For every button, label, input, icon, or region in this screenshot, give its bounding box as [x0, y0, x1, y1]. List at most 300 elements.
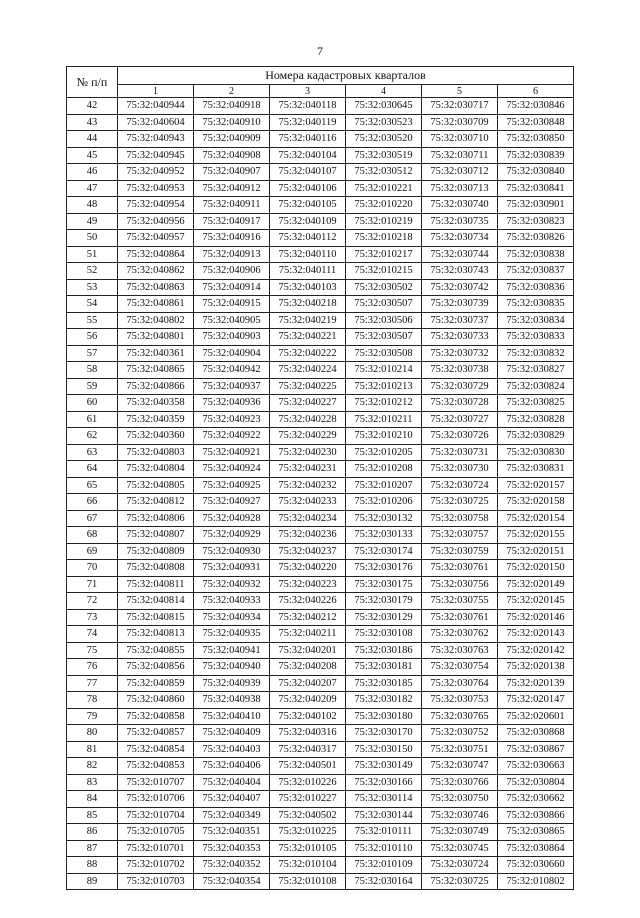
cadastral-number-cell: 75:32:030850: [498, 131, 574, 148]
row-number-header: № п/п: [67, 67, 118, 98]
cadastral-number-cell: 75:32:040316: [270, 725, 346, 742]
cadastral-number-cell: 75:32:010702: [118, 857, 194, 874]
cadastral-number-cell: 75:32:040208: [270, 659, 346, 676]
cadastral-number-cell: 75:32:020145: [498, 593, 574, 610]
cadastral-number-cell: 75:32:030766: [422, 774, 498, 791]
cadastral-number-cell: 75:32:040207: [270, 675, 346, 692]
table-row: [67, 593, 574, 610]
cadastral-number-cell: 75:32:030725: [422, 873, 498, 890]
row-number-cell: 53: [67, 279, 118, 296]
cadastral-number-cell: 75:32:030835: [498, 296, 574, 313]
cadastral-number-cell: 75:32:030176: [346, 560, 422, 577]
cadastral-number-cell: 75:32:040952: [118, 164, 194, 181]
table-row: [67, 576, 574, 593]
row-number-cell: 44: [67, 131, 118, 148]
cadastral-number-cell: 75:32:030174: [346, 543, 422, 560]
cadastral-number-cell: 75:32:040119: [270, 114, 346, 131]
cadastral-number-cell: 75:32:040116: [270, 131, 346, 148]
table-row: [67, 708, 574, 725]
cadastral-number-cell: 75:32:040905: [194, 312, 270, 329]
cadastral-number-cell: 75:32:030744: [422, 246, 498, 263]
row-number-cell: 89: [67, 873, 118, 890]
cadastral-number-cell: 75:32:040227: [270, 395, 346, 412]
cadastral-number-cell: 75:32:010703: [118, 873, 194, 890]
row-number-cell: 78: [67, 692, 118, 709]
cadastral-number-cell: 75:32:010205: [346, 444, 422, 461]
cadastral-number-cell: 75:32:040904: [194, 345, 270, 362]
cadastral-number-cell: 75:32:040917: [194, 213, 270, 230]
cadastral-number-cell: 75:32:040112: [270, 230, 346, 247]
cadastral-number-cell: 75:32:030865: [498, 824, 574, 841]
cadastral-number-cell: 75:32:040931: [194, 560, 270, 577]
cadastral-number-cell: 75:32:010210: [346, 428, 422, 445]
column-number-row: [67, 85, 574, 98]
cadastral-number-cell: 75:32:020150: [498, 560, 574, 577]
cadastral-number-cell: 75:32:030757: [422, 527, 498, 544]
table-row: [67, 395, 574, 412]
cadastral-number-cell: 75:32:030170: [346, 725, 422, 742]
cadastral-number-cell: 75:32:040939: [194, 675, 270, 692]
cadastral-number-cell: 75:32:010104: [270, 857, 346, 874]
cadastral-number-cell: 75:32:040804: [118, 461, 194, 478]
cadastral-number-cell: 75:32:040956: [118, 213, 194, 230]
cadastral-number-cell: 75:32:030826: [498, 230, 574, 247]
table-row: [67, 164, 574, 181]
cadastral-number-cell: 75:32:040359: [118, 411, 194, 428]
cadastral-number-cell: 75:32:040407: [194, 791, 270, 808]
table-row: [67, 510, 574, 527]
cadastral-number-cell: 75:32:030743: [422, 263, 498, 280]
cadastral-number-cell: 75:32:030754: [422, 659, 498, 676]
cadastral-number-cell: 75:32:010706: [118, 791, 194, 808]
cadastral-number-cell: 75:32:040118: [270, 98, 346, 115]
cadastral-number-cell: 75:32:030763: [422, 642, 498, 659]
row-number-cell: 57: [67, 345, 118, 362]
cadastral-number-cell: 75:32:030175: [346, 576, 422, 593]
cadastral-number-cell: 75:32:010206: [346, 494, 422, 511]
cadastral-number-cell: 75:32:040936: [194, 395, 270, 412]
row-number-cell: 68: [67, 527, 118, 544]
cadastral-number-cell: 75:32:030759: [422, 543, 498, 560]
cadastral-number-cell: 75:32:030828: [498, 411, 574, 428]
cadastral-number-cell: 75:32:030520: [346, 131, 422, 148]
cadastral-number-cell: 75:32:040933: [194, 593, 270, 610]
cadastral-number-cell: 75:32:030761: [422, 609, 498, 626]
cadastral-number-cell: 75:32:030182: [346, 692, 422, 709]
cadastral-number-cell: 75:32:040921: [194, 444, 270, 461]
table-row: [67, 213, 574, 230]
table-row: [67, 840, 574, 857]
table-row: [67, 543, 574, 560]
cadastral-number-cell: 75:32:030746: [422, 807, 498, 824]
cadastral-number-cell: 75:32:010108: [270, 873, 346, 890]
row-number-cell: 51: [67, 246, 118, 263]
cadastral-number-cell: 75:32:010221: [346, 180, 422, 197]
cadastral-number-cell: 75:32:040929: [194, 527, 270, 544]
cadastral-number-cell: 75:32:040922: [194, 428, 270, 445]
cadastral-number-cell: 75:32:040908: [194, 147, 270, 164]
cadastral-number-cell: 75:32:040111: [270, 263, 346, 280]
cadastral-number-cell: 75:32:020149: [498, 576, 574, 593]
table-row: [67, 329, 574, 346]
cadastral-number-cell: 75:32:010207: [346, 477, 422, 494]
cadastral-number-cell: 75:32:030837: [498, 263, 574, 280]
cadastral-number-cell: 75:32:040903: [194, 329, 270, 346]
cadastral-number-cell: 75:32:030725: [422, 494, 498, 511]
cadastral-number-cell: 75:32:040358: [118, 395, 194, 412]
cadastral-number-cell: 75:32:030740: [422, 197, 498, 214]
row-number-cell: 42: [67, 98, 118, 115]
row-number-cell: 56: [67, 329, 118, 346]
cadastral-number-cell: 75:32:030523: [346, 114, 422, 131]
table-row: [67, 857, 574, 874]
cadastral-number-cell: 75:32:030149: [346, 758, 422, 775]
cadastral-number-cell: 75:32:040218: [270, 296, 346, 313]
cadastral-number-cell: 75:32:010215: [346, 263, 422, 280]
cadastral-number-cell: 75:32:010111: [346, 824, 422, 841]
cadastral-number-cell: 75:32:040221: [270, 329, 346, 346]
table-row: [67, 626, 574, 643]
cadastral-number-cell: 75:32:010218: [346, 230, 422, 247]
cadastral-number-cell: 75:32:040935: [194, 626, 270, 643]
row-number-cell: 88: [67, 857, 118, 874]
table-row: [67, 791, 574, 808]
cadastral-number-cell: 75:32:020158: [498, 494, 574, 511]
cadastral-number-cell: 75:32:030846: [498, 98, 574, 115]
table-row: [67, 741, 574, 758]
cadastral-number-cell: 75:32:040806: [118, 510, 194, 527]
cadastral-number-cell: 75:32:040807: [118, 527, 194, 544]
row-number-cell: 73: [67, 609, 118, 626]
cadastral-number-cell: 75:32:030830: [498, 444, 574, 461]
cadastral-number-cell: 75:32:030749: [422, 824, 498, 841]
column-number: 1: [118, 85, 194, 98]
row-number-cell: 82: [67, 758, 118, 775]
cadastral-number-cell: 75:32:030752: [422, 725, 498, 742]
cadastral-number-cell: 75:32:030761: [422, 560, 498, 577]
cadastral-number-cell: 75:32:010701: [118, 840, 194, 857]
cadastral-number-cell: 75:32:040106: [270, 180, 346, 197]
table-row: [67, 378, 574, 395]
table-row: [67, 461, 574, 478]
cadastral-number-cell: 75:32:040225: [270, 378, 346, 395]
cadastral-number-cell: 75:32:030732: [422, 345, 498, 362]
cadastral-number-cell: 75:32:040914: [194, 279, 270, 296]
cadastral-number-cell: 75:32:040236: [270, 527, 346, 544]
cadastral-number-cell: 75:32:040855: [118, 642, 194, 659]
cadastral-number-cell: 75:32:030867: [498, 741, 574, 758]
cadastral-number-cell: 75:32:040104: [270, 147, 346, 164]
cadastral-number-cell: 75:32:030750: [422, 791, 498, 808]
cadastral-number-cell: 75:32:040916: [194, 230, 270, 247]
table-row: [67, 807, 574, 824]
cadastral-number-cell: 75:32:010220: [346, 197, 422, 214]
row-number-cell: 69: [67, 543, 118, 560]
table-row: [67, 609, 574, 626]
row-number-cell: 71: [67, 576, 118, 593]
cadastral-number-cell: 75:32:040864: [118, 246, 194, 263]
row-number-cell: 60: [67, 395, 118, 412]
cadastral-number-cell: 75:32:040918: [194, 98, 270, 115]
cadastral-number-cell: 75:32:040811: [118, 576, 194, 593]
table-row: [67, 147, 574, 164]
cadastral-number-cell: 75:32:040928: [194, 510, 270, 527]
cadastral-number-cell: 75:32:040233: [270, 494, 346, 511]
cadastral-number-cell: 75:32:010213: [346, 378, 422, 395]
table-body: [67, 98, 574, 890]
cadastral-number-cell: 75:32:030645: [346, 98, 422, 115]
row-number-cell: 72: [67, 593, 118, 610]
table-row: [67, 345, 574, 362]
table-row: [67, 560, 574, 577]
cadastral-number-cell: 75:32:030712: [422, 164, 498, 181]
row-number-cell: 87: [67, 840, 118, 857]
table-row: [67, 659, 574, 676]
cadastral-number-cell: 75:32:040944: [118, 98, 194, 115]
row-number-cell: 61: [67, 411, 118, 428]
cadastral-number-cell: 75:32:040924: [194, 461, 270, 478]
cadastral-number-cell: 75:32:040814: [118, 593, 194, 610]
cadastral-number-cell: 75:32:020155: [498, 527, 574, 544]
cadastral-number-cell: 75:32:030150: [346, 741, 422, 758]
cadastral-number-cell: 75:32:040410: [194, 708, 270, 725]
cadastral-number-cell: 75:32:040808: [118, 560, 194, 577]
table-row: [67, 477, 574, 494]
row-number-cell: 66: [67, 494, 118, 511]
cadastral-number-cell: 75:32:030164: [346, 873, 422, 890]
cadastral-number-cell: 75:32:040954: [118, 197, 194, 214]
cadastral-number-cell: 75:32:030507: [346, 329, 422, 346]
cadastral-number-cell: 75:32:030755: [422, 593, 498, 610]
cadastral-number-cell: 75:32:030179: [346, 593, 422, 610]
cadastral-number-cell: 75:32:030108: [346, 626, 422, 643]
table-row: [67, 246, 574, 263]
cadastral-number-cell: 75:32:040865: [118, 362, 194, 379]
cadastral-number-cell: 75:32:040231: [270, 461, 346, 478]
cadastral-number-cell: 75:32:030519: [346, 147, 422, 164]
cadastral-number-cell: 75:32:040209: [270, 692, 346, 709]
cadastral-number-cell: 75:32:040803: [118, 444, 194, 461]
cadastral-number-cell: 75:32:040360: [118, 428, 194, 445]
cadastral-number-cell: 75:32:040912: [194, 180, 270, 197]
cadastral-number-cell: 75:32:040813: [118, 626, 194, 643]
cadastral-number-cell: 75:32:040941: [194, 642, 270, 659]
cadastral-number-cell: 75:32:030132: [346, 510, 422, 527]
cadastral-number-cell: 75:32:040938: [194, 692, 270, 709]
cadastral-number-cell: 75:32:030868: [498, 725, 574, 742]
cadastral-number-cell: 75:32:030751: [422, 741, 498, 758]
table-row: [67, 675, 574, 692]
table-row: [67, 494, 574, 511]
cadastral-number-cell: 75:32:040945: [118, 147, 194, 164]
row-number-cell: 84: [67, 791, 118, 808]
table-row: [67, 758, 574, 775]
cadastral-number-cell: 75:32:040234: [270, 510, 346, 527]
cadastral-number-cell: 75:32:030753: [422, 692, 498, 709]
cadastral-number-cell: 75:32:040102: [270, 708, 346, 725]
cadastral-number-cell: 75:32:030662: [498, 791, 574, 808]
cadastral-number-cell: 75:32:040866: [118, 378, 194, 395]
cadastral-number-cell: 75:32:010105: [270, 840, 346, 857]
cadastral-number-cell: 75:32:010110: [346, 840, 422, 857]
row-number-cell: 75: [67, 642, 118, 659]
cadastral-number-cell: 75:32:030502: [346, 279, 422, 296]
cadastral-number-cell: 75:32:040211: [270, 626, 346, 643]
cadastral-number-cell: 75:32:040923: [194, 411, 270, 428]
cadastral-number-cell: 75:32:040317: [270, 741, 346, 758]
cadastral-number-cell: 75:32:040805: [118, 477, 194, 494]
cadastral-number-cell: 75:32:030742: [422, 279, 498, 296]
cadastral-number-cell: 75:32:040812: [118, 494, 194, 511]
table-row: [67, 312, 574, 329]
row-number-cell: 52: [67, 263, 118, 280]
cadastral-number-cell: 75:32:030841: [498, 180, 574, 197]
cadastral-numbers-header: Номера кадастровых кварталов: [118, 67, 574, 85]
cadastral-number-cell: 75:32:030838: [498, 246, 574, 263]
cadastral-number-cell: 75:32:030824: [498, 378, 574, 395]
cadastral-number-cell: 75:32:010109: [346, 857, 422, 874]
cadastral-number-cell: 75:32:030738: [422, 362, 498, 379]
cadastral-number-cell: 75:32:040937: [194, 378, 270, 395]
cadastral-number-cell: 75:32:030756: [422, 576, 498, 593]
cadastral-number-cell: 75:32:020146: [498, 609, 574, 626]
cadastral-number-cell: 75:32:030804: [498, 774, 574, 791]
cadastral-number-cell: 75:32:040860: [118, 692, 194, 709]
cadastral-number-cell: 75:32:020157: [498, 477, 574, 494]
cadastral-number-cell: 75:32:010705: [118, 824, 194, 841]
row-number-cell: 62: [67, 428, 118, 445]
row-number-cell: 70: [67, 560, 118, 577]
cadastral-number-cell: 75:32:030180: [346, 708, 422, 725]
cadastral-number-cell: 75:32:030709: [422, 114, 498, 131]
row-number-cell: 86: [67, 824, 118, 841]
cadastral-number-cell: 75:32:030663: [498, 758, 574, 775]
cadastral-number-cell: 75:32:040913: [194, 246, 270, 263]
cadastral-number-cell: 75:32:040212: [270, 609, 346, 626]
cadastral-number-cell: 75:32:040502: [270, 807, 346, 824]
cadastral-number-cell: 75:32:040409: [194, 725, 270, 742]
cadastral-number-cell: 75:32:030133: [346, 527, 422, 544]
cadastral-number-cell: 75:32:030831: [498, 461, 574, 478]
cadastral-number-cell: 75:32:040856: [118, 659, 194, 676]
cadastral-number-cell: 75:32:020139: [498, 675, 574, 692]
cadastral-number-cell: 75:32:030823: [498, 213, 574, 230]
row-number-cell: 74: [67, 626, 118, 643]
cadastral-number-cell: 75:32:040220: [270, 560, 346, 577]
cadastral-number-cell: 75:32:040911: [194, 197, 270, 214]
cadastral-number-cell: 75:32:040349: [194, 807, 270, 824]
cadastral-number-cell: 75:32:030832: [498, 345, 574, 362]
cadastral-number-cell: 75:32:030839: [498, 147, 574, 164]
page-number: 7: [317, 44, 323, 58]
cadastral-number-cell: 75:32:040222: [270, 345, 346, 362]
cadastral-number-cell: 75:32:040403: [194, 741, 270, 758]
table-row: [67, 362, 574, 379]
cadastral-number-cell: 75:32:040942: [194, 362, 270, 379]
cadastral-number-cell: 75:32:030739: [422, 296, 498, 313]
cadastral-number-cell: 75:32:010217: [346, 246, 422, 263]
cadastral-number-cell: 75:32:040940: [194, 659, 270, 676]
cadastral-number-cell: 75:32:040932: [194, 576, 270, 593]
row-number-cell: 48: [67, 197, 118, 214]
cadastral-number-cell: 75:32:040815: [118, 609, 194, 626]
cadastral-number-cell: 75:32:040354: [194, 873, 270, 890]
cadastral-number-cell: 75:32:040352: [194, 857, 270, 874]
row-number-cell: 46: [67, 164, 118, 181]
cadastral-number-cell: 75:32:010227: [270, 791, 346, 808]
cadastral-number-cell: 75:32:030717: [422, 98, 498, 115]
table-row: [67, 180, 574, 197]
column-number: 2: [194, 85, 270, 98]
cadastral-number-cell: 75:32:030735: [422, 213, 498, 230]
cadastral-number-cell: 75:32:020151: [498, 543, 574, 560]
cadastral-number-cell: 75:32:040925: [194, 477, 270, 494]
cadastral-number-cell: 75:32:040237: [270, 543, 346, 560]
cadastral-number-cell: 75:32:040862: [118, 263, 194, 280]
row-number-cell: 50: [67, 230, 118, 247]
row-number-cell: 63: [67, 444, 118, 461]
row-number-cell: 81: [67, 741, 118, 758]
cadastral-number-cell: 75:32:040223: [270, 576, 346, 593]
cadastral-number-cell: 75:32:030506: [346, 312, 422, 329]
cadastral-number-cell: 75:32:040907: [194, 164, 270, 181]
table-row: [67, 527, 574, 544]
cadastral-number-cell: 75:32:030181: [346, 659, 422, 676]
cadastral-number-cell: 75:32:040953: [118, 180, 194, 197]
cadastral-number-cell: 75:32:040229: [270, 428, 346, 445]
cadastral-number-cell: 75:32:030724: [422, 857, 498, 874]
cadastral-number-cell: 75:32:020601: [498, 708, 574, 725]
row-number-cell: 77: [67, 675, 118, 692]
row-number-cell: 65: [67, 477, 118, 494]
cadastral-number-cell: 75:32:040859: [118, 675, 194, 692]
cadastral-number-cell: 75:32:020154: [498, 510, 574, 527]
cadastral-number-cell: 75:32:020142: [498, 642, 574, 659]
cadastral-number-cell: 75:32:030829: [498, 428, 574, 445]
cadastral-number-cell: 75:32:040957: [118, 230, 194, 247]
cadastral-number-cell: 75:32:040109: [270, 213, 346, 230]
cadastral-number-cell: 75:32:030866: [498, 807, 574, 824]
row-number-cell: 45: [67, 147, 118, 164]
table-row: [67, 131, 574, 148]
cadastral-number-cell: 75:32:040604: [118, 114, 194, 131]
cadastral-number-cell: 75:32:040105: [270, 197, 346, 214]
cadastral-number-cell: 75:32:030711: [422, 147, 498, 164]
cadastral-number-cell: 75:32:030186: [346, 642, 422, 659]
cadastral-number-cell: 75:32:020147: [498, 692, 574, 709]
row-number-cell: 43: [67, 114, 118, 131]
cadastral-number-cell: 75:32:030737: [422, 312, 498, 329]
table-row: [67, 774, 574, 791]
cadastral-number-cell: 75:32:040943: [118, 131, 194, 148]
cadastral-number-cell: 75:32:040404: [194, 774, 270, 791]
cadastral-number-cell: 75:32:040802: [118, 312, 194, 329]
cadastral-number-cell: 75:32:010214: [346, 362, 422, 379]
table-row: [67, 428, 574, 445]
cadastral-number-cell: 75:32:040230: [270, 444, 346, 461]
cadastral-number-cell: 75:32:030728: [422, 395, 498, 412]
cadastral-number-cell: 75:32:010226: [270, 774, 346, 791]
cadastral-number-cell: 75:32:010211: [346, 411, 422, 428]
cadastral-number-cell: 75:32:010802: [498, 873, 574, 890]
table-row: [67, 692, 574, 709]
cadastral-number-cell: 75:32:030512: [346, 164, 422, 181]
cadastral-number-cell: 75:32:030726: [422, 428, 498, 445]
cadastral-number-cell: 75:32:030833: [498, 329, 574, 346]
cadastral-number-cell: 75:32:030734: [422, 230, 498, 247]
cadastral-number-cell: 75:32:040854: [118, 741, 194, 758]
table-row: [67, 197, 574, 214]
